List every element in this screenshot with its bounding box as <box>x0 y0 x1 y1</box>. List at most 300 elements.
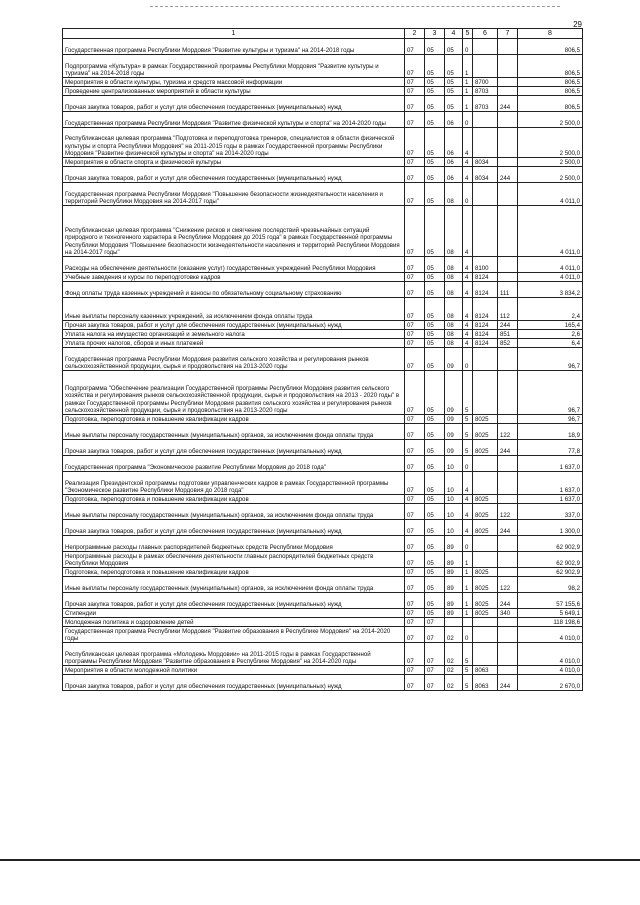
row-code-cell: 89 <box>445 568 463 577</box>
row-code-cell: 07 <box>405 456 425 472</box>
row-code-cell: 8025 <box>473 415 498 424</box>
row-code-cell: 0 <box>463 627 473 643</box>
row-code-cell: 0 <box>463 39 473 55</box>
table-row <box>63 456 583 472</box>
row-code-cell: 112 <box>498 298 518 321</box>
row-description-cell: Подпрограмма "Обеспечение реализации Государственной программы Республики Мордовия развития сельского хозяйства и регулирования рынков сельскохозяйственной продукции, сырья и продовольствия на 2013 - 2020 годы" в рамках Государственной программы Республики Мордовия развития сельского хозяйства и регулирования рынков сельскохозяйственной продукции, сырья и продовольствия на 2013-2020 годы <box>63 371 405 415</box>
row-code-cell: 07 <box>405 495 425 504</box>
row-code-cell: 05 <box>425 424 445 440</box>
table-row <box>63 282 583 298</box>
row-code-cell: 02 <box>445 666 463 675</box>
row-code-cell: 1 <box>463 55 473 78</box>
row-code-cell <box>498 273 518 282</box>
row-code-cell: 8025 <box>473 593 498 609</box>
table-row <box>63 627 583 643</box>
row-description-cell: Государственная программа Республики Мордовия развития сельского хозяйства и регулирования рынков сельскохозяйственной продукции, сырья и продовольствия на 2013-2020 годы <box>63 348 405 371</box>
row-code-cell: 4 <box>463 128 473 158</box>
row-code-cell: 07 <box>425 643 445 666</box>
row-code-cell: 07 <box>405 321 425 330</box>
row-code-cell: 10 <box>445 520 463 536</box>
row-description-cell: Уплата налога на имущество организаций и земельного налога <box>63 330 405 339</box>
row-code-cell <box>473 55 498 78</box>
row-code-cell: 4 <box>463 504 473 520</box>
row-code-cell: 4 <box>463 206 473 257</box>
row-code-cell <box>498 87 518 96</box>
row-code-cell <box>498 536 518 552</box>
row-code-cell: 05 <box>425 112 445 128</box>
row-code-cell: 0 <box>463 348 473 371</box>
row-code-cell: 8025 <box>473 577 498 593</box>
row-code-cell: 07 <box>405 552 425 568</box>
table-row <box>63 472 583 495</box>
row-description-cell: Государственная программа Республики Мордовия "Развитие культуры и туризма" на 2014-2018 годы <box>63 39 405 55</box>
row-code-cell: 0 <box>463 183 473 206</box>
row-code-cell: 07 <box>405 609 425 618</box>
row-code-cell: 05 <box>445 55 463 78</box>
row-amount-cell: 4 011,0 <box>518 273 583 282</box>
row-code-cell: 08 <box>445 321 463 330</box>
row-code-cell: 8700 <box>473 78 498 87</box>
table-row <box>63 371 583 415</box>
row-amount-cell: 1 300,0 <box>518 520 583 536</box>
table-row <box>63 339 583 348</box>
row-code-cell: 4 <box>463 257 473 273</box>
row-code-cell: 07 <box>405 128 425 158</box>
row-code-cell: 09 <box>445 424 463 440</box>
row-code-cell: 07 <box>405 55 425 78</box>
table-row <box>63 618 583 627</box>
row-code-cell: 8124 <box>473 321 498 330</box>
header-cell: 8 <box>518 29 583 39</box>
row-code-cell <box>473 371 498 415</box>
row-amount-cell: 2 500,0 <box>518 158 583 167</box>
row-code-cell: 05 <box>425 158 445 167</box>
row-code-cell: 8703 <box>473 96 498 112</box>
row-code-cell: 122 <box>498 504 518 520</box>
row-code-cell: 111 <box>498 282 518 298</box>
row-code-cell: 10 <box>445 495 463 504</box>
row-amount-cell: 337,0 <box>518 504 583 520</box>
row-code-cell <box>498 666 518 675</box>
row-code-cell: 89 <box>445 593 463 609</box>
row-code-cell: 08 <box>445 273 463 282</box>
row-code-cell: 05 <box>425 183 445 206</box>
row-code-cell: 07 <box>405 273 425 282</box>
table-row <box>63 415 583 424</box>
header-cell: 7 <box>498 29 518 39</box>
row-code-cell: 07 <box>405 666 425 675</box>
row-code-cell: 4 <box>463 330 473 339</box>
row-code-cell: 07 <box>405 339 425 348</box>
row-code-cell: 1 <box>463 593 473 609</box>
row-code-cell <box>498 128 518 158</box>
row-code-cell: 8124 <box>473 339 498 348</box>
row-code-cell: 05 <box>425 472 445 495</box>
table-row <box>63 424 583 440</box>
row-code-cell: 06 <box>445 167 463 183</box>
row-code-cell: 05 <box>425 298 445 321</box>
row-code-cell: 5 <box>463 424 473 440</box>
table-row <box>63 55 583 78</box>
row-code-cell: 07 <box>425 627 445 643</box>
row-code-cell: 07 <box>405 520 425 536</box>
row-code-cell <box>473 536 498 552</box>
row-code-cell: 05 <box>445 87 463 96</box>
row-code-cell: 0 <box>463 536 473 552</box>
row-code-cell: 05 <box>425 339 445 348</box>
row-code-cell: 07 <box>405 348 425 371</box>
row-code-cell <box>498 456 518 472</box>
row-code-cell <box>498 39 518 55</box>
row-code-cell: 1 <box>463 577 473 593</box>
row-code-cell: 07 <box>405 330 425 339</box>
header-cell: 6 <box>473 29 498 39</box>
row-code-cell: 5 <box>463 666 473 675</box>
row-code-cell <box>473 643 498 666</box>
row-code-cell: 05 <box>425 55 445 78</box>
row-code-cell: 5 <box>463 675 473 691</box>
row-code-cell: 05 <box>425 371 445 415</box>
row-code-cell: 07 <box>405 577 425 593</box>
row-code-cell: 8034 <box>473 167 498 183</box>
row-code-cell <box>473 618 498 627</box>
row-code-cell: 05 <box>445 78 463 87</box>
row-amount-cell: 62 902,9 <box>518 552 583 568</box>
row-code-cell: 0 <box>463 456 473 472</box>
row-code-cell <box>463 618 473 627</box>
row-code-cell: 4 <box>463 520 473 536</box>
row-code-cell <box>498 627 518 643</box>
table-row <box>63 495 583 504</box>
table-row <box>63 87 583 96</box>
row-code-cell: 05 <box>425 440 445 456</box>
row-code-cell: 05 <box>425 552 445 568</box>
row-code-cell: 05 <box>425 321 445 330</box>
row-amount-cell: 806,5 <box>518 39 583 55</box>
row-description-cell: Иные выплаты персоналу государственных (муниципальных) органов, за исключением фонда оплаты труда <box>63 504 405 520</box>
row-code-cell: 05 <box>425 593 445 609</box>
row-description-cell: Проведение централизованных мероприятий в области культуры <box>63 87 405 96</box>
row-description-cell: Подготовка, переподготовка и повышение квалификации кадров <box>63 495 405 504</box>
row-amount-cell: 2 500,0 <box>518 112 583 128</box>
row-amount-cell: 806,5 <box>518 78 583 87</box>
row-code-cell: 8025 <box>473 495 498 504</box>
row-code-cell: 08 <box>445 206 463 257</box>
table-row <box>63 158 583 167</box>
row-amount-cell: 62 902,9 <box>518 536 583 552</box>
header-cell: 1 <box>63 29 405 39</box>
row-code-cell: 07 <box>405 472 425 495</box>
row-code-cell: 10 <box>445 456 463 472</box>
row-code-cell: 08 <box>445 257 463 273</box>
page-number: 29 <box>573 20 582 29</box>
row-description-cell: Прочая закупка товаров, работ и услуг для обеспечения государственных (муниципальных) нужд <box>63 167 405 183</box>
table-row <box>63 183 583 206</box>
row-amount-cell: 4 010,0 <box>518 643 583 666</box>
row-description-cell: Прочая закупка товаров, работ и услуг для обеспечения государственных (муниципальных) нужд <box>63 520 405 536</box>
row-description-cell: Государственная программа Республики Мордовия "Развитие образования в Республике Мордовия" на 2014-2020 годы <box>63 627 405 643</box>
row-amount-cell: 1 637,0 <box>518 456 583 472</box>
row-code-cell: 8025 <box>473 424 498 440</box>
row-description-cell: Прочая закупка товаров, работ и услуг для обеспечения государственных (муниципальных) нужд <box>63 321 405 330</box>
budget-table-body <box>63 29 583 691</box>
row-code-cell: 05 <box>425 330 445 339</box>
row-amount-cell: 806,5 <box>518 87 583 96</box>
row-description-cell: Иные выплаты персоналу государственных (муниципальных) органов, за исключением фонда оплаты труда <box>63 424 405 440</box>
row-code-cell: 1 <box>463 552 473 568</box>
row-code-cell <box>473 552 498 568</box>
row-description-cell: Прочая закупка товаров, работ и услуг для обеспечения государственных (муниципальных) нужд <box>63 593 405 609</box>
row-code-cell: 05 <box>425 577 445 593</box>
row-description-cell: Учебные заведения и курсы по переподготовке кадров <box>63 273 405 282</box>
row-code-cell: 05 <box>425 206 445 257</box>
row-code-cell: 06 <box>445 128 463 158</box>
row-description-cell: Прочая закупка товаров, работ и услуг для обеспечения государственных (муниципальных) нужд <box>63 96 405 112</box>
table-row <box>63 321 583 330</box>
row-amount-cell: 2 500,0 <box>518 128 583 158</box>
row-code-cell: 07 <box>405 78 425 87</box>
row-code-cell: 1 <box>463 96 473 112</box>
row-code-cell: 8124 <box>473 330 498 339</box>
row-code-cell <box>498 55 518 78</box>
row-code-cell: 07 <box>405 167 425 183</box>
row-code-cell: 10 <box>445 504 463 520</box>
row-description-cell: Расходы на обеспечение деятельности (оказание услуг) государственных учреждений Республики Мордовия <box>63 257 405 273</box>
row-code-cell: 08 <box>445 183 463 206</box>
row-description-cell: Иные выплаты персоналу казенных учреждений, за исключением фонда оплаты труда <box>63 298 405 321</box>
table-row <box>63 273 583 282</box>
table-header-row <box>63 29 583 39</box>
row-code-cell: 05 <box>425 39 445 55</box>
row-code-cell: 05 <box>425 495 445 504</box>
row-code-cell: 5 <box>463 440 473 456</box>
row-code-cell: 4 <box>463 321 473 330</box>
row-code-cell: 1 <box>463 568 473 577</box>
row-code-cell: 07 <box>425 666 445 675</box>
row-code-cell: 5 <box>463 643 473 666</box>
row-description-cell: Государственная программа Республики Мордовия "Повышение безопасности жизнедеятельности населения и территорий Республики Мордовия на 2014-2017 годы" <box>63 183 405 206</box>
row-code-cell <box>498 415 518 424</box>
row-description-cell: Уплата прочих налогов, сборов и иных платежей <box>63 339 405 348</box>
header-cell: 5 <box>463 29 473 39</box>
row-amount-cell: 77,8 <box>518 440 583 456</box>
row-code-cell <box>498 348 518 371</box>
row-code-cell: 05 <box>445 39 463 55</box>
table-row <box>63 440 583 456</box>
row-code-cell: 4 <box>463 167 473 183</box>
row-code-cell: 4 <box>463 273 473 282</box>
row-code-cell: 340 <box>498 609 518 618</box>
row-code-cell: 07 <box>405 568 425 577</box>
row-description-cell: Иные выплаты персоналу государственных (муниципальных) органов, за исключением фонда оплаты труда <box>63 577 405 593</box>
row-amount-cell: 57 155,6 <box>518 593 583 609</box>
row-code-cell <box>473 348 498 371</box>
row-code-cell: 8025 <box>473 520 498 536</box>
row-code-cell: 09 <box>445 415 463 424</box>
row-code-cell: 05 <box>425 87 445 96</box>
row-code-cell: 10 <box>445 472 463 495</box>
row-code-cell: 122 <box>498 424 518 440</box>
row-code-cell: 07 <box>405 87 425 96</box>
row-code-cell: 8703 <box>473 87 498 96</box>
row-code-cell: 07 <box>405 39 425 55</box>
row-amount-cell: 96,7 <box>518 415 583 424</box>
table-row <box>63 298 583 321</box>
row-code-cell: 5 <box>463 415 473 424</box>
row-description-cell: Подготовка, переподготовка и повышение квалификации кадров <box>63 568 405 577</box>
row-code-cell: 89 <box>445 577 463 593</box>
row-code-cell: 244 <box>498 440 518 456</box>
row-code-cell: 02 <box>445 675 463 691</box>
row-amount-cell: 1 637,0 <box>518 495 583 504</box>
row-description-cell: Республиканская целевая программа «Молодежь Мордовии» на 2011-2015 годы в рамках Государственной программы Республики Мордовия "Развитие образования в Республике Мордовия" на 2014-2020 годы <box>63 643 405 666</box>
table-row <box>63 577 583 593</box>
row-amount-cell: 118 198,6 <box>518 618 583 627</box>
row-code-cell: 08 <box>445 330 463 339</box>
row-code-cell: 05 <box>425 78 445 87</box>
row-amount-cell: 4 011,0 <box>518 206 583 257</box>
row-code-cell: 4 <box>463 158 473 167</box>
row-description-cell: Стипендии <box>63 609 405 618</box>
row-code-cell <box>473 206 498 257</box>
row-code-cell: 4 <box>463 472 473 495</box>
row-amount-cell: 6,4 <box>518 339 583 348</box>
row-description-cell: Непрограммные расходы главных распорядителей бюджетных средств Республики Мордовия <box>63 536 405 552</box>
row-description-cell: Фонд оплаты труда казенных учреждений и взносы по обязательному социальному страхованию <box>63 282 405 298</box>
row-code-cell: 05 <box>425 609 445 618</box>
row-code-cell: 8034 <box>473 158 498 167</box>
row-code-cell <box>498 643 518 666</box>
row-description-cell: Непрограммные расходы в рамках обеспечения деятельности главных распорядителей бюджетных средств Республики Мордовия <box>63 552 405 568</box>
row-code-cell: 4 <box>463 282 473 298</box>
row-code-cell: 08 <box>445 298 463 321</box>
row-code-cell: 02 <box>445 627 463 643</box>
row-amount-cell: 96,7 <box>518 371 583 415</box>
row-code-cell: 1 <box>463 87 473 96</box>
row-amount-cell: 2,6 <box>518 330 583 339</box>
row-code-cell: 07 <box>425 618 445 627</box>
row-amount-cell: 62 902,9 <box>518 568 583 577</box>
row-code-cell: 8124 <box>473 273 498 282</box>
row-code-cell: 89 <box>445 552 463 568</box>
row-code-cell: 8025 <box>473 440 498 456</box>
row-code-cell: 4 <box>463 339 473 348</box>
row-code-cell <box>473 456 498 472</box>
row-code-cell <box>498 183 518 206</box>
row-description-cell: Мероприятия в области молодежной политики <box>63 666 405 675</box>
row-code-cell: 244 <box>498 167 518 183</box>
row-code-cell: 0 <box>463 112 473 128</box>
row-code-cell: 07 <box>405 112 425 128</box>
row-amount-cell: 98,2 <box>518 577 583 593</box>
table-row <box>63 593 583 609</box>
row-code-cell <box>473 627 498 643</box>
row-code-cell: 8063 <box>473 666 498 675</box>
table-row <box>63 112 583 128</box>
row-code-cell: 05 <box>445 96 463 112</box>
row-code-cell: 02 <box>445 643 463 666</box>
row-code-cell: 89 <box>445 609 463 618</box>
row-description-cell: Мероприятия в области культуры, туризма и средств массовой информации <box>63 78 405 87</box>
row-amount-cell: 96,7 <box>518 348 583 371</box>
row-code-cell <box>473 112 498 128</box>
row-code-cell: 244 <box>498 520 518 536</box>
table-row <box>63 675 583 691</box>
row-amount-cell: 4 011,0 <box>518 183 583 206</box>
row-code-cell: 852 <box>498 339 518 348</box>
row-code-cell: 05 <box>425 128 445 158</box>
row-code-cell: 05 <box>425 520 445 536</box>
row-amount-cell: 4 010,0 <box>518 666 583 675</box>
header-cell: 4 <box>445 29 463 39</box>
row-code-cell: 08 <box>445 282 463 298</box>
row-code-cell: 05 <box>425 456 445 472</box>
row-amount-cell: 2 670,0 <box>518 675 583 691</box>
row-code-cell: 05 <box>425 348 445 371</box>
row-description-cell: Государственная программа "Экономическое развитие Республики Мордовия до 2018 года" <box>63 456 405 472</box>
row-code-cell: 8124 <box>473 298 498 321</box>
row-code-cell: 07 <box>405 593 425 609</box>
row-description-cell: Республиканская целевая программа "Снижение рисков и смягчение последствий чрезвычайных ситуаций природного и техногенного характера в Республике Мордовия до 2015 года" в рамках Государственной программы Республики Мордовия "Повышение безопасности жизнедеятельности населения и территорий Республики Мордовия на 2014-2017 годы" <box>63 206 405 257</box>
table-row <box>63 348 583 371</box>
row-description-cell: Прочая закупка товаров, работ и услуг для обеспечения государственных (муниципальных) нужд <box>63 675 405 691</box>
row-code-cell: 07 <box>405 183 425 206</box>
row-code-cell: 07 <box>405 257 425 273</box>
row-code-cell: 07 <box>405 415 425 424</box>
row-code-cell <box>498 371 518 415</box>
row-code-cell: 05 <box>425 536 445 552</box>
row-code-cell: 06 <box>445 158 463 167</box>
row-code-cell: 851 <box>498 330 518 339</box>
row-amount-cell: 1 637,0 <box>518 472 583 495</box>
row-code-cell: 89 <box>445 536 463 552</box>
row-code-cell <box>445 618 463 627</box>
header-cell: 3 <box>425 29 445 39</box>
table-row <box>63 96 583 112</box>
row-code-cell: 05 <box>425 257 445 273</box>
row-amount-cell: 5 649,1 <box>518 609 583 618</box>
row-code-cell <box>498 618 518 627</box>
row-code-cell: 07 <box>405 96 425 112</box>
row-code-cell: 1 <box>463 609 473 618</box>
bottom-rule <box>0 859 640 861</box>
row-code-cell: 8025 <box>473 568 498 577</box>
row-code-cell <box>473 183 498 206</box>
row-code-cell: 4 <box>463 298 473 321</box>
row-code-cell: 05 <box>425 415 445 424</box>
row-code-cell: 07 <box>405 618 425 627</box>
row-description-cell: Подготовка, переподготовка и повышение квалификации кадров <box>63 415 405 424</box>
row-code-cell: 06 <box>445 112 463 128</box>
row-code-cell: 08 <box>445 339 463 348</box>
row-code-cell: 8063 <box>473 675 498 691</box>
row-amount-cell: 2,4 <box>518 298 583 321</box>
row-code-cell <box>498 568 518 577</box>
row-description-cell: Республиканская целевая программа "Подготовка и переподготовка тренеров, специалистов в области физической культуры и спорта Республики Мордовия" на 2011-2015 годы в рамках Государственной программы Республики Мордовия "Развитие физической культуры и спорта" на 2014-2020 годы <box>63 128 405 158</box>
row-code-cell <box>498 78 518 87</box>
row-code-cell <box>498 206 518 257</box>
row-code-cell: 07 <box>405 504 425 520</box>
row-code-cell: 09 <box>445 440 463 456</box>
row-amount-cell: 4 010,0 <box>518 627 583 643</box>
row-code-cell <box>498 552 518 568</box>
row-code-cell: 07 <box>405 627 425 643</box>
row-description-cell: Прочая закупка товаров, работ и услуг для обеспечения государственных (муниципальных) нужд <box>63 440 405 456</box>
row-code-cell: 05 <box>425 568 445 577</box>
table-row <box>63 128 583 158</box>
table-row <box>63 167 583 183</box>
row-code-cell: 244 <box>498 675 518 691</box>
